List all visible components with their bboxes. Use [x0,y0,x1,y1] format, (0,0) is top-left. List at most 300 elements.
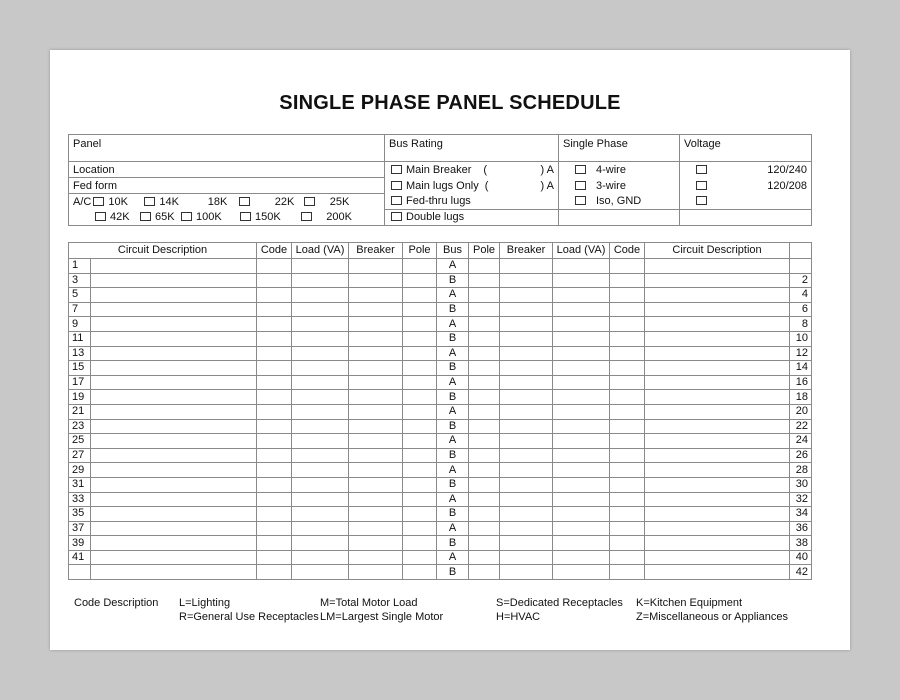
load-right[interactable] [553,331,610,346]
code-right[interactable] [610,361,645,376]
breaker-left[interactable] [349,288,403,303]
checkbox-icon[interactable] [140,212,151,221]
code-receptacles: R=General Use Receptacles [179,611,319,623]
load-left[interactable] [292,463,349,478]
column-header: Load (VA) [292,243,349,259]
load-right[interactable] [553,536,610,551]
pole-left[interactable] [403,565,437,580]
circuit-number-left: 5 [69,288,91,303]
checkbox-icon[interactable] [93,197,104,206]
breaker-right[interactable] [500,419,553,434]
pole-left[interactable] [403,375,437,390]
circuit-description-right[interactable] [645,565,790,580]
load-left[interactable] [292,361,349,376]
code-left[interactable] [257,565,292,580]
breaker-right[interactable] [500,317,553,332]
code-left[interactable] [257,375,292,390]
load-left[interactable] [292,331,349,346]
main-breaker-option[interactable]: Main Breaker ( ) A [385,162,559,178]
breaker-right[interactable] [500,507,553,522]
pole-right[interactable] [469,463,500,478]
breaker-right[interactable] [500,375,553,390]
code-left[interactable] [257,317,292,332]
circuit-description-right[interactable] [645,390,790,405]
circuit-number-left: 15 [69,361,91,376]
breaker-left[interactable] [349,302,403,317]
pole-left[interactable] [403,273,437,288]
circuit-description-right[interactable] [645,302,790,317]
checkbox-icon[interactable] [696,196,707,205]
circuit-number-right: 34 [790,507,812,522]
iso-gnd-option[interactable]: Iso, GND [559,194,680,210]
circuit-description-left[interactable] [91,288,257,303]
load-left[interactable] [292,477,349,492]
circuit-description-right[interactable] [645,331,790,346]
pole-left[interactable] [403,463,437,478]
page-title: SINGLE PHASE PANEL SCHEDULE [279,92,621,114]
pole-right[interactable] [469,288,500,303]
code-left[interactable] [257,477,292,492]
load-right[interactable] [553,288,610,303]
breaker-left[interactable] [349,434,403,449]
load-left[interactable] [292,390,349,405]
code-left[interactable] [257,288,292,303]
breaker-left[interactable] [349,346,403,361]
load-right[interactable] [553,550,610,565]
pole-left[interactable] [403,492,437,507]
pole-right[interactable] [469,390,500,405]
pole-left[interactable] [403,477,437,492]
checkbox-icon[interactable] [304,197,315,206]
load-right[interactable] [553,375,610,390]
code-motor-load: M=Total Motor Load [320,597,418,609]
code-left[interactable] [257,536,292,551]
bus-phase: B [437,419,469,434]
checkbox-icon[interactable] [181,212,192,221]
circuit-description-left[interactable] [91,331,257,346]
breaker-right[interactable] [500,477,553,492]
breaker-left[interactable] [349,536,403,551]
code-right[interactable] [610,273,645,288]
circuit-description-right[interactable] [645,448,790,463]
circuit-number-left: 25 [69,434,91,449]
breaker-left[interactable] [349,361,403,376]
pole-right[interactable] [469,565,500,580]
circuit-description-left[interactable] [91,507,257,522]
code-left[interactable] [257,273,292,288]
code-left[interactable] [257,404,292,419]
load-left[interactable] [292,565,349,580]
breaker-right[interactable] [500,288,553,303]
voltage-blank-option[interactable] [680,194,812,210]
checkbox-icon[interactable] [144,197,155,206]
breaker-right[interactable] [500,259,553,274]
breaker-left[interactable] [349,521,403,536]
breaker-right[interactable] [500,463,553,478]
circuit-description-right[interactable] [645,419,790,434]
pole-right[interactable] [469,375,500,390]
code-right[interactable] [610,477,645,492]
circuit-description-left[interactable] [91,302,257,317]
column-header: Breaker [500,243,553,259]
pole-right[interactable] [469,419,500,434]
bus-phase: B [437,477,469,492]
circuit-description-left[interactable] [91,259,257,274]
breaker-left[interactable] [349,404,403,419]
breaker-right[interactable] [500,302,553,317]
circuit-description-left[interactable] [91,404,257,419]
table-row [69,375,812,390]
load-left[interactable] [292,536,349,551]
circuit-description-left[interactable] [91,448,257,463]
code-right[interactable] [610,463,645,478]
code-left[interactable] [257,331,292,346]
circuit-description-left[interactable] [91,477,257,492]
circuit-number-left: 37 [69,521,91,536]
breaker-left[interactable] [349,273,403,288]
circuit-description-left[interactable] [91,317,257,332]
checkbox-icon[interactable] [575,181,586,190]
pole-right[interactable] [469,448,500,463]
bus-phase: B [437,273,469,288]
bus-phase: A [437,463,469,478]
circuit-number-right: 16 [790,375,812,390]
breaker-right[interactable] [500,448,553,463]
checkbox-icon[interactable] [391,212,402,221]
checkbox-icon[interactable] [240,212,251,221]
pole-left[interactable] [403,288,437,303]
circuit-number-right: 2 [790,273,812,288]
code-right[interactable] [610,521,645,536]
circuit-number-right: 12 [790,346,812,361]
code-right[interactable] [610,288,645,303]
code-left[interactable] [257,390,292,405]
voltage-120-208-option[interactable]: 120/208 [680,178,812,194]
breaker-left[interactable] [349,419,403,434]
breaker-right[interactable] [500,273,553,288]
load-right[interactable] [553,477,610,492]
bus-phase: A [437,404,469,419]
code-left[interactable] [257,550,292,565]
bus-phase: A [437,288,469,303]
load-left[interactable] [292,492,349,507]
code-right[interactable] [610,419,645,434]
pole-left[interactable] [403,419,437,434]
column-header: Breaker [349,243,403,259]
breaker-left[interactable] [349,375,403,390]
pole-left[interactable] [403,507,437,522]
load-right[interactable] [553,463,610,478]
pole-right[interactable] [469,361,500,376]
circuit-number-right: 28 [790,463,812,478]
load-right[interactable] [553,390,610,405]
circuit-description-left[interactable] [91,375,257,390]
code-left[interactable] [257,302,292,317]
circuit-description-right[interactable] [645,550,790,565]
code-left[interactable] [257,259,292,274]
code-left[interactable] [257,346,292,361]
load-left[interactable] [292,375,349,390]
code-left[interactable] [257,448,292,463]
pole-left[interactable] [403,404,437,419]
pole-left[interactable] [403,536,437,551]
load-left[interactable] [292,317,349,332]
code-right[interactable] [610,375,645,390]
circuit-description-left[interactable] [91,361,257,376]
code-right[interactable] [610,331,645,346]
breaker-left[interactable] [349,448,403,463]
checkbox-icon[interactable] [301,212,312,221]
code-right[interactable] [610,507,645,522]
breaker-right[interactable] [500,565,553,580]
table-row [69,346,812,361]
fed-thru-lugs-option[interactable]: Fed-thru lugs [385,194,559,210]
circuit-description-left[interactable] [91,565,257,580]
breaker-left[interactable] [349,507,403,522]
circuit-description-right[interactable] [645,288,790,303]
code-dedicated: S=Dedicated Receptacles [496,597,623,609]
table-row [69,565,812,580]
circuit-number-left: 11 [69,331,91,346]
breaker-left[interactable] [349,477,403,492]
pole-right[interactable] [469,536,500,551]
circuit-description-left[interactable] [91,273,257,288]
load-left[interactable] [292,550,349,565]
pole-right[interactable] [469,507,500,522]
pole-right[interactable] [469,404,500,419]
breaker-left[interactable] [349,317,403,332]
voltage-120-240-option[interactable]: 120/240 [680,162,812,178]
code-right[interactable] [610,492,645,507]
load-right[interactable] [553,492,610,507]
breaker-left[interactable] [349,463,403,478]
load-right[interactable] [553,259,610,274]
load-right[interactable] [553,419,610,434]
pole-right[interactable] [469,331,500,346]
load-right[interactable] [553,448,610,463]
code-left[interactable] [257,434,292,449]
load-right[interactable] [553,273,610,288]
circuit-description-left[interactable] [91,550,257,565]
pole-right[interactable] [469,492,500,507]
load-left[interactable] [292,434,349,449]
circuit-number-right: 32 [790,492,812,507]
code-right[interactable] [610,434,645,449]
circuit-description-right[interactable] [645,317,790,332]
code-left[interactable] [257,463,292,478]
load-left[interactable] [292,346,349,361]
circuit-description-right[interactable] [645,477,790,492]
pole-right[interactable] [469,302,500,317]
voltage-label: Voltage [680,135,812,162]
checkbox-icon[interactable] [696,165,707,174]
pole-right[interactable] [469,477,500,492]
load-left[interactable] [292,419,349,434]
circuit-number-right: 14 [790,361,812,376]
circuit-description-right[interactable] [645,404,790,419]
circuit-description-left[interactable] [91,536,257,551]
code-right[interactable] [610,536,645,551]
pole-left[interactable] [403,302,437,317]
load-right[interactable] [553,521,610,536]
pole-right[interactable] [469,346,500,361]
checkbox-icon[interactable] [575,196,586,205]
code-lighting: L=Lighting [179,597,231,609]
circuit-number-left: 27 [69,448,91,463]
double-lugs-option[interactable]: Double lugs [385,209,559,225]
checkbox-icon[interactable] [95,212,106,221]
code-right[interactable] [610,448,645,463]
code-right[interactable] [610,404,645,419]
breaker-right[interactable] [500,346,553,361]
table-row [69,331,812,346]
load-left[interactable] [292,259,349,274]
code-left[interactable] [257,521,292,536]
checkbox-icon[interactable] [239,197,250,206]
breaker-right[interactable] [500,492,553,507]
circuit-description-left[interactable] [91,390,257,405]
circuit-description-right[interactable] [645,521,790,536]
code-left[interactable] [257,419,292,434]
code-right[interactable] [610,259,645,274]
circuit-description-right[interactable] [645,273,790,288]
breaker-left[interactable] [349,550,403,565]
load-left[interactable] [292,288,349,303]
checkbox-icon[interactable] [575,165,586,174]
load-right[interactable] [553,346,610,361]
main-lugs-option[interactable]: Main lugs Only ( ) A [385,178,559,194]
circuit-description-left[interactable] [91,419,257,434]
circuit-description-right[interactable] [645,434,790,449]
bus-phase: B [437,448,469,463]
table-row [69,390,812,405]
pole-left[interactable] [403,346,437,361]
breaker-right[interactable] [500,404,553,419]
pole-right[interactable] [469,521,500,536]
circuit-description-right[interactable] [645,463,790,478]
checkbox-icon[interactable] [696,181,707,190]
breaker-left[interactable] [349,565,403,580]
code-right[interactable] [610,302,645,317]
pole-right[interactable] [469,550,500,565]
pole-right[interactable] [469,434,500,449]
table-row [69,361,812,376]
column-header: Circuit Description [645,243,790,259]
pole-left[interactable] [403,521,437,536]
circuit-description-left[interactable] [91,492,257,507]
load-right[interactable] [553,404,610,419]
breaker-left[interactable] [349,259,403,274]
checkbox-icon[interactable] [391,165,402,174]
circuit-number-left: 41 [69,550,91,565]
code-left[interactable] [257,507,292,522]
table-row [69,317,812,332]
code-left[interactable] [257,492,292,507]
code-right[interactable] [610,565,645,580]
breaker-right[interactable] [500,331,553,346]
breaker-left[interactable] [349,390,403,405]
load-right[interactable] [553,302,610,317]
pole-right[interactable] [469,259,500,274]
load-right[interactable] [553,507,610,522]
circuit-description-right[interactable] [645,259,790,274]
table-row [69,536,812,551]
breaker-right[interactable] [500,536,553,551]
panel-label: Panel [69,135,385,162]
pole-left[interactable] [403,550,437,565]
pole-right[interactable] [469,273,500,288]
four-wire-option[interactable]: 4-wire [559,162,680,178]
table-row [69,507,812,522]
checkbox-icon[interactable] [391,196,402,205]
circuit-description-right[interactable] [645,507,790,522]
circuit-schedule-table [68,242,812,580]
breaker-right[interactable] [500,521,553,536]
table-row [69,477,812,492]
code-right[interactable] [610,390,645,405]
load-right[interactable] [553,434,610,449]
pole-left[interactable] [403,390,437,405]
circuit-description-right[interactable] [645,536,790,551]
circuit-number-right: 22 [790,419,812,434]
code-left[interactable] [257,361,292,376]
load-left[interactable] [292,507,349,522]
pole-left[interactable] [403,434,437,449]
load-left[interactable] [292,448,349,463]
circuit-description-right[interactable] [645,492,790,507]
pole-left[interactable] [403,331,437,346]
code-right[interactable] [610,346,645,361]
pole-left[interactable] [403,259,437,274]
load-left[interactable] [292,521,349,536]
load-left[interactable] [292,273,349,288]
breaker-left[interactable] [349,492,403,507]
code-right[interactable] [610,317,645,332]
circuit-number-right: 40 [790,550,812,565]
circuit-description-right[interactable] [645,375,790,390]
load-right[interactable] [553,317,610,332]
circuit-description-right[interactable] [645,346,790,361]
load-left[interactable] [292,302,349,317]
pole-left[interactable] [403,361,437,376]
circuit-description-right[interactable] [645,361,790,376]
breaker-left[interactable] [349,331,403,346]
breaker-right[interactable] [500,550,553,565]
circuit-number-left: 33 [69,492,91,507]
load-right[interactable] [553,361,610,376]
circuit-description-left[interactable] [91,521,257,536]
pole-left[interactable] [403,317,437,332]
pole-right[interactable] [469,317,500,332]
circuit-description-left[interactable] [91,346,257,361]
three-wire-option[interactable]: 3-wire [559,178,680,194]
circuit-description-left[interactable] [91,463,257,478]
circuit-description-left[interactable] [91,434,257,449]
breaker-right[interactable] [500,434,553,449]
load-left[interactable] [292,404,349,419]
column-header: Code [610,243,645,259]
pole-left[interactable] [403,448,437,463]
circuit-number-right [790,259,812,274]
breaker-right[interactable] [500,361,553,376]
checkbox-icon[interactable] [391,181,402,190]
column-header [790,243,812,259]
breaker-right[interactable] [500,390,553,405]
bus-phase: A [437,346,469,361]
load-right[interactable] [553,565,610,580]
single-phase-blank [559,209,680,225]
code-right[interactable] [610,550,645,565]
